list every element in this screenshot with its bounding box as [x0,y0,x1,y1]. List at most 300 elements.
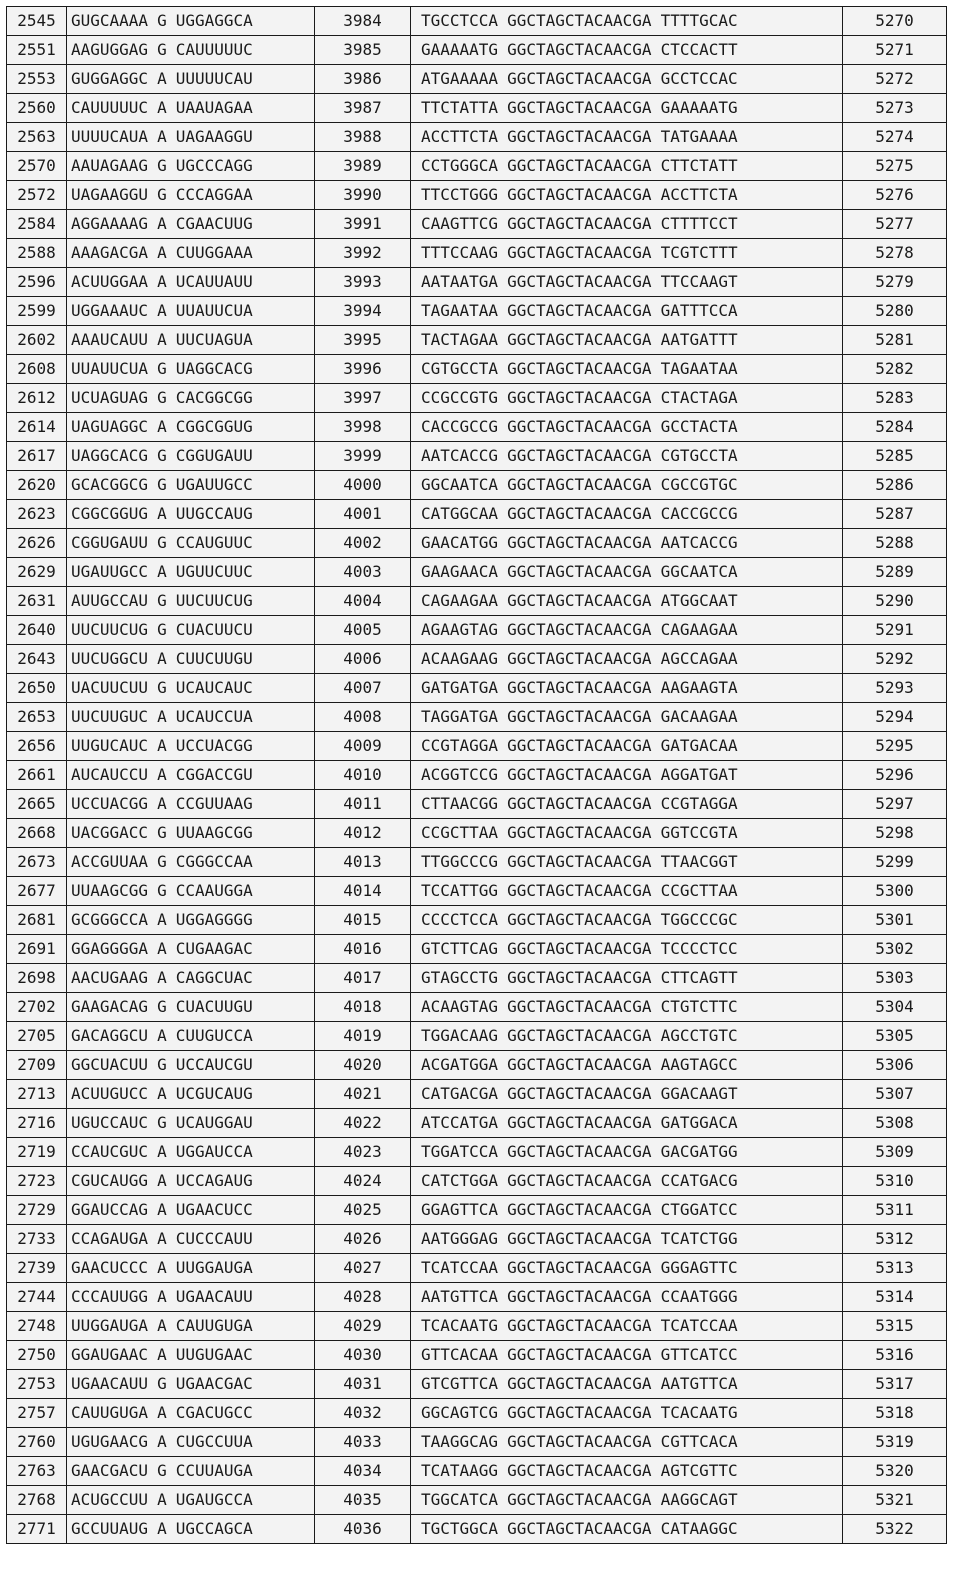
enzyme-sequence-cell [411,1080,843,1109]
enzyme-seq-id-cell: 5271 [843,36,947,65]
enzyme-catalytic-core: GGCTAGCTACAACGA [507,649,652,668]
enzyme-arm-5prime: AATCACCG [421,446,499,465]
enzyme-sequence-cell [411,326,843,355]
enzyme-sequence-cell [411,587,843,616]
enzyme-arm-3prime: CTTCTATT [660,156,738,175]
enzyme-catalytic-core: GGCTAGCTACAACGA [507,562,652,581]
substrate-5prime: UGAACAUU [71,1374,149,1393]
enzyme-sequence-cell [411,1428,843,1457]
enzyme-arm-3prime: AATGTTCA [660,1374,738,1393]
substrate-5prime: UUAAGCGG [71,881,149,900]
enzyme-arm-5prime: TCATCCAA [421,1258,499,1277]
substrate-3prime: UUAUUCUA [175,301,253,320]
enzyme-seq-id-cell: 5279 [843,268,947,297]
enzyme-seq-id-cell: 5285 [843,442,947,471]
substrate-3prime: CCAAUGGA [175,881,253,900]
substrate-sequence-cell [67,1109,315,1138]
table-row [7,964,947,993]
table-row [7,1254,947,1283]
substrate-5prime: GCGGGCCA [71,910,149,929]
site-position-cell: 2698 [7,964,67,993]
enzyme-arm-3prime: TCATCTGG [660,1229,738,1248]
enzyme-catalytic-core: GGCTAGCTACAACGA [507,1403,652,1422]
enzyme-seq-id-cell: 5295 [843,732,947,761]
substrate-sequence-cell [67,761,315,790]
cleavage-base: A [157,736,167,755]
cleavage-base: A [157,1519,167,1538]
enzyme-arm-5prime: ATGAAAAA [421,69,499,88]
substrate-sequence-cell [67,1138,315,1167]
substrate-3prime: UUUUUCAU [175,69,253,88]
enzyme-arm-3prime: GGTCCGTA [660,823,738,842]
site-position-cell: 2709 [7,1051,67,1080]
cleavage-base: G [157,156,167,175]
substrate-seq-id-cell: 4029 [315,1312,411,1341]
enzyme-catalytic-core: GGCTAGCTACAACGA [507,1026,652,1045]
table-row [7,732,947,761]
site-position-cell: 2763 [7,1457,67,1486]
enzyme-catalytic-core: GGCTAGCTACAACGA [507,214,652,233]
substrate-5prime: UGUGAACG [71,1432,149,1451]
table-row [7,297,947,326]
enzyme-sequence-cell [411,1138,843,1167]
enzyme-sequence-cell [411,1022,843,1051]
substrate-seq-id-cell: 3998 [315,413,411,442]
table-row [7,877,947,906]
substrate-sequence-cell [67,152,315,181]
cleavage-base: G [157,359,167,378]
enzyme-arm-3prime: CTTCAGTT [660,968,738,987]
table-row [7,819,947,848]
substrate-sequence-cell [67,1051,315,1080]
site-position-cell: 2640 [7,616,67,645]
substrate-sequence-cell [67,1254,315,1283]
substrate-sequence-cell [67,790,315,819]
enzyme-sequence-cell [411,906,843,935]
site-position-cell: 2563 [7,123,67,152]
enzyme-catalytic-core: GGCTAGCTACAACGA [507,910,652,929]
substrate-3prime: CAUUGUGA [175,1316,253,1335]
cleavage-base: G [157,620,167,639]
substrate-5prime: AACUGAAG [71,968,149,987]
substrate-seq-id-cell: 4005 [315,616,411,645]
cleavage-base: A [157,504,167,523]
substrate-3prime: CUUCUUGU [175,649,253,668]
substrate-seq-id-cell: 3984 [315,7,411,36]
substrate-5prime: GGAUCCAG [71,1200,149,1219]
enzyme-sequence-cell [411,848,843,877]
site-position-cell: 2668 [7,819,67,848]
cleavage-base: A [157,272,167,291]
substrate-3prime: CUUGUCCA [175,1026,253,1045]
substrate-sequence-cell [67,558,315,587]
substrate-sequence-cell [67,1370,315,1399]
enzyme-sequence-cell [411,529,843,558]
cleavage-base: A [157,562,167,581]
substrate-5prime: AAUAGAAG [71,156,149,175]
substrate-seq-id-cell: 4028 [315,1283,411,1312]
enzyme-catalytic-core: GGCTAGCTACAACGA [507,301,652,320]
enzyme-catalytic-core: GGCTAGCTACAACGA [507,1345,652,1364]
enzyme-seq-id-cell: 5290 [843,587,947,616]
site-position-cell: 2705 [7,1022,67,1051]
site-position-cell: 2612 [7,384,67,413]
enzyme-seq-id-cell: 5306 [843,1051,947,1080]
enzyme-seq-id-cell: 5315 [843,1312,947,1341]
table-row [7,500,947,529]
substrate-seq-id-cell: 3990 [315,181,411,210]
substrate-3prime: UGAACUCC [175,1200,253,1219]
enzyme-seq-id-cell: 5321 [843,1486,947,1515]
enzyme-catalytic-core: GGCTAGCTACAACGA [507,1055,652,1074]
site-position-cell: 2572 [7,181,67,210]
substrate-3prime: UCAUGGAU [175,1113,253,1132]
substrate-sequence-cell [67,1283,315,1312]
enzyme-catalytic-core: GGCTAGCTACAACGA [507,591,652,610]
substrate-3prime: UAGGCACG [175,359,253,378]
enzyme-arm-5prime: AATAATGA [421,272,499,291]
substrate-5prime: GCACGGCG [71,475,149,494]
substrate-5prime: AAAUCAUU [71,330,149,349]
substrate-sequence-cell [67,732,315,761]
substrate-seq-id-cell: 4002 [315,529,411,558]
cleavage-base: G [157,533,167,552]
table-row [7,1283,947,1312]
substrate-sequence-cell [67,1167,315,1196]
substrate-3prime: CUGCCUUA [175,1432,253,1451]
substrate-3prime: UUGGAUGA [175,1258,253,1277]
enzyme-catalytic-core: GGCTAGCTACAACGA [507,997,652,1016]
enzyme-sequence-cell [411,442,843,471]
substrate-3prime: CUGAAGAC [175,939,253,958]
enzyme-sequence-cell [411,993,843,1022]
enzyme-catalytic-core: GGCTAGCTACAACGA [507,475,652,494]
site-position-cell: 2656 [7,732,67,761]
enzyme-sequence-cell [411,616,843,645]
enzyme-seq-id-cell: 5277 [843,210,947,239]
enzyme-arm-3prime: TTAACGGT [660,852,738,871]
enzyme-seq-id-cell: 5298 [843,819,947,848]
table-row [7,181,947,210]
cleavage-base: G [157,185,167,204]
enzyme-sequence-cell [411,1370,843,1399]
cleavage-base: A [157,301,167,320]
site-position-cell: 2631 [7,587,67,616]
substrate-seq-id-cell: 4020 [315,1051,411,1080]
enzyme-arm-5prime: TGGATCCA [421,1142,499,1161]
substrate-sequence-cell [67,993,315,1022]
substrate-sequence-cell [67,36,315,65]
substrate-5prime: ACUUGUCC [71,1084,149,1103]
enzyme-sequence-cell [411,1167,843,1196]
substrate-seq-id-cell: 3989 [315,152,411,181]
enzyme-catalytic-core: GGCTAGCTACAACGA [507,417,652,436]
enzyme-sequence-cell [411,1486,843,1515]
enzyme-sequence-cell [411,123,843,152]
enzyme-arm-3prime: TCCCCTCC [660,939,738,958]
enzyme-arm-5prime: TGGCATCA [421,1490,499,1509]
substrate-sequence-cell [67,1022,315,1051]
table-row [7,1080,947,1109]
enzyme-arm-3prime: CGCCGTGC [660,475,738,494]
table-row [7,529,947,558]
site-position-cell: 2713 [7,1080,67,1109]
substrate-5prime: UGAUUGCC [71,562,149,581]
substrate-3prime: CCGUUAAG [175,794,253,813]
substrate-sequence-cell [67,1080,315,1109]
substrate-3prime: UGAUGCCA [175,1490,253,1509]
enzyme-seq-id-cell: 5314 [843,1283,947,1312]
substrate-sequence-cell [67,1399,315,1428]
enzyme-seq-id-cell: 5309 [843,1138,947,1167]
substrate-5prime: UUGGAUGA [71,1316,149,1335]
substrate-5prime: UCUAGUAG [71,388,149,407]
substrate-sequence-cell [67,326,315,355]
enzyme-arm-3prime: GATTTCCA [660,301,738,320]
enzyme-arm-5prime: CGTGCCTA [421,359,499,378]
enzyme-arm-5prime: TCACAATG [421,1316,499,1335]
substrate-3prime: UCAUUAUU [175,272,253,291]
substrate-seq-id-cell: 4006 [315,645,411,674]
site-position-cell: 2719 [7,1138,67,1167]
enzyme-arm-5prime: TACTAGAA [421,330,499,349]
enzyme-catalytic-core: GGCTAGCTACAACGA [507,1519,652,1538]
site-position-cell: 2629 [7,558,67,587]
enzyme-sequence-cell [411,1225,843,1254]
enzyme-arm-3prime: TAGAATAA [660,359,738,378]
enzyme-seq-id-cell: 5275 [843,152,947,181]
enzyme-arm-5prime: GTCTTCAG [421,939,499,958]
enzyme-arm-5prime: GATGATGA [421,678,499,697]
enzyme-arm-3prime: GGGAGTTC [660,1258,738,1277]
cleavage-base: G [157,40,167,59]
table-row [7,761,947,790]
cleavage-base: G [157,11,167,30]
enzyme-catalytic-core: GGCTAGCTACAACGA [507,330,652,349]
enzyme-seq-id-cell: 5293 [843,674,947,703]
substrate-5prime: UUAUUCUA [71,359,149,378]
enzyme-arm-3prime: AGGATGAT [660,765,738,784]
enzyme-sequence-cell [411,558,843,587]
site-position-cell: 2588 [7,239,67,268]
site-position-cell: 2570 [7,152,67,181]
enzyme-sequence-cell [411,1312,843,1341]
substrate-sequence-cell [67,964,315,993]
enzyme-sequence-cell [411,239,843,268]
enzyme-catalytic-core: GGCTAGCTACAACGA [507,881,652,900]
enzyme-seq-id-cell: 5286 [843,471,947,500]
substrate-5prime: GGAGGGGA [71,939,149,958]
enzyme-arm-5prime: CCGTAGGA [421,736,499,755]
enzyme-arm-3prime: TCATCCAA [660,1316,738,1335]
table-row [7,1486,947,1515]
enzyme-catalytic-core: GGCTAGCTACAACGA [507,1142,652,1161]
cleavage-base: G [157,852,167,871]
substrate-5prime: CGGCGGUG [71,504,149,523]
enzyme-catalytic-core: GGCTAGCTACAACGA [507,1171,652,1190]
cleavage-base: A [157,1490,167,1509]
enzyme-arm-3prime: AGCCTGTC [660,1026,738,1045]
enzyme-arm-3prime: AAGTAGCC [660,1055,738,1074]
substrate-5prime: CAUUGUGA [71,1403,149,1422]
enzyme-seq-id-cell: 5292 [843,645,947,674]
substrate-sequence-cell [67,210,315,239]
substrate-5prime: UUCUUCUG [71,620,149,639]
enzyme-seq-id-cell: 5299 [843,848,947,877]
enzyme-arm-3prime: CCGTAGGA [660,794,738,813]
enzyme-seq-id-cell: 5270 [843,7,947,36]
enzyme-catalytic-core: GGCTAGCTACAACGA [507,765,652,784]
substrate-3prime: CAGGCUAC [175,968,253,987]
enzyme-arm-5prime: CCTGGGCA [421,156,499,175]
enzyme-catalytic-core: GGCTAGCTACAACGA [507,1200,652,1219]
enzyme-seq-id-cell: 5283 [843,384,947,413]
substrate-5prime: CCAUCGUC [71,1142,149,1161]
enzyme-arm-5prime: ACAAGAAG [421,649,499,668]
substrate-5prime: UUCUGGCU [71,649,149,668]
substrate-seq-id-cell: 4022 [315,1109,411,1138]
enzyme-seq-id-cell: 5294 [843,703,947,732]
cleavage-base: A [157,98,167,117]
site-position-cell: 2617 [7,442,67,471]
substrate-sequence-cell [67,500,315,529]
enzyme-arm-3prime: GGACAAGT [660,1084,738,1103]
enzyme-arm-5prime: GAAAAATG [421,40,499,59]
cleavage-base: A [157,69,167,88]
enzyme-arm-5prime: GGCAATCA [421,475,499,494]
substrate-seq-id-cell: 4012 [315,819,411,848]
enzyme-arm-3prime: CTCCACTT [660,40,738,59]
enzyme-sequence-cell [411,1457,843,1486]
substrate-seq-id-cell: 4034 [315,1457,411,1486]
enzyme-arm-5prime: TTTCCAAG [421,243,499,262]
table-row [7,1312,947,1341]
cleavage-base: A [157,1403,167,1422]
substrate-seq-id-cell: 4021 [315,1080,411,1109]
substrate-5prime: CGUCAUGG [71,1171,149,1190]
enzyme-arm-3prime: AAGGCAGT [660,1490,738,1509]
site-position-cell: 2623 [7,500,67,529]
table-row [7,906,947,935]
enzyme-seq-id-cell: 5304 [843,993,947,1022]
enzyme-catalytic-core: GGCTAGCTACAACGA [507,1316,652,1335]
substrate-3prime: CAUUUUUC [175,40,253,59]
substrate-5prime: UUUUCAUA [71,127,149,146]
substrate-seq-id-cell: 4033 [315,1428,411,1457]
substrate-seq-id-cell: 4003 [315,558,411,587]
enzyme-catalytic-core: GGCTAGCTACAACGA [507,1258,652,1277]
substrate-seq-id-cell: 4030 [315,1341,411,1370]
enzyme-sequence-cell [411,210,843,239]
enzyme-seq-id-cell: 5289 [843,558,947,587]
enzyme-sequence-cell [411,761,843,790]
substrate-sequence-cell [67,239,315,268]
enzyme-seq-id-cell: 5319 [843,1428,947,1457]
site-position-cell: 2614 [7,413,67,442]
enzyme-seq-id-cell: 5302 [843,935,947,964]
site-position-cell: 2653 [7,703,67,732]
table-row [7,65,947,94]
enzyme-catalytic-core: GGCTAGCTACAACGA [507,69,652,88]
enzyme-seq-id-cell: 5280 [843,297,947,326]
site-position-cell: 2551 [7,36,67,65]
enzyme-arm-5prime: TGGACAAG [421,1026,499,1045]
enzyme-arm-3prime: TTTTGCAC [660,11,738,30]
enzyme-seq-id-cell: 5310 [843,1167,947,1196]
substrate-seq-id-cell: 4013 [315,848,411,877]
table-row [7,471,947,500]
enzyme-arm-3prime: CACCGCCG [660,504,738,523]
substrate-seq-id-cell: 4004 [315,587,411,616]
substrate-5prime: UAGGCACG [71,446,149,465]
enzyme-arm-5prime: ACGGTCCG [421,765,499,784]
cleavage-base: A [157,1345,167,1364]
site-position-cell: 2677 [7,877,67,906]
enzyme-arm-5prime: AATGGGAG [421,1229,499,1248]
substrate-3prime: UGGAGGGG [175,910,253,929]
substrate-5prime: AUUGCCAU [71,591,149,610]
substrate-seq-id-cell: 4000 [315,471,411,500]
enzyme-catalytic-core: GGCTAGCTACAACGA [507,707,652,726]
table-row [7,1022,947,1051]
substrate-5prime: GCCUUAUG [71,1519,149,1538]
table-row [7,413,947,442]
enzyme-arm-3prime: TGGCCCGC [660,910,738,929]
table-row [7,790,947,819]
enzyme-catalytic-core: GGCTAGCTACAACGA [507,40,652,59]
enzyme-arm-3prime: AATCACCG [660,533,738,552]
substrate-5prime: AAGUGGAG [71,40,149,59]
table-row [7,123,947,152]
substrate-3prime: CGACUGCC [175,1403,253,1422]
enzyme-catalytic-core: GGCTAGCTACAACGA [507,1113,652,1132]
enzyme-catalytic-core: GGCTAGCTACAACGA [507,243,652,262]
site-position-cell: 2723 [7,1167,67,1196]
substrate-sequence-cell [67,413,315,442]
enzyme-sequence-cell [411,1283,843,1312]
site-position-cell: 2733 [7,1225,67,1254]
enzyme-seq-id-cell: 5312 [843,1225,947,1254]
substrate-sequence-cell [67,1486,315,1515]
substrate-sequence-cell [67,65,315,94]
enzyme-arm-5prime: CTTAACGG [421,794,499,813]
substrate-seq-id-cell: 3985 [315,36,411,65]
table-row [7,1225,947,1254]
enzyme-seq-id-cell: 5296 [843,761,947,790]
enzyme-catalytic-core: GGCTAGCTACAACGA [507,156,652,175]
cleavage-base: G [157,997,167,1016]
substrate-seq-id-cell: 4025 [315,1196,411,1225]
cleavage-base: A [157,214,167,233]
enzyme-catalytic-core: GGCTAGCTACAACGA [507,1287,652,1306]
substrate-5prime: UCCUACGG [71,794,149,813]
enzyme-catalytic-core: GGCTAGCTACAACGA [507,446,652,465]
substrate-seq-id-cell: 4023 [315,1138,411,1167]
enzyme-seq-id-cell: 5301 [843,906,947,935]
enzyme-catalytic-core: GGCTAGCTACAACGA [507,1229,652,1248]
enzyme-seq-id-cell: 5274 [843,123,947,152]
enzyme-arm-3prime: CGTTCACA [660,1432,738,1451]
substrate-5prime: CAUUUUUC [71,98,149,117]
substrate-sequence-cell [67,297,315,326]
cleavage-base: A [157,1432,167,1451]
site-position-cell: 2691 [7,935,67,964]
table-row [7,1167,947,1196]
enzyme-catalytic-core: GGCTAGCTACAACGA [507,359,652,378]
substrate-3prime: UCAUCAUC [175,678,253,697]
enzyme-arm-5prime: GTAGCCTG [421,968,499,987]
substrate-sequence-cell [67,1341,315,1370]
